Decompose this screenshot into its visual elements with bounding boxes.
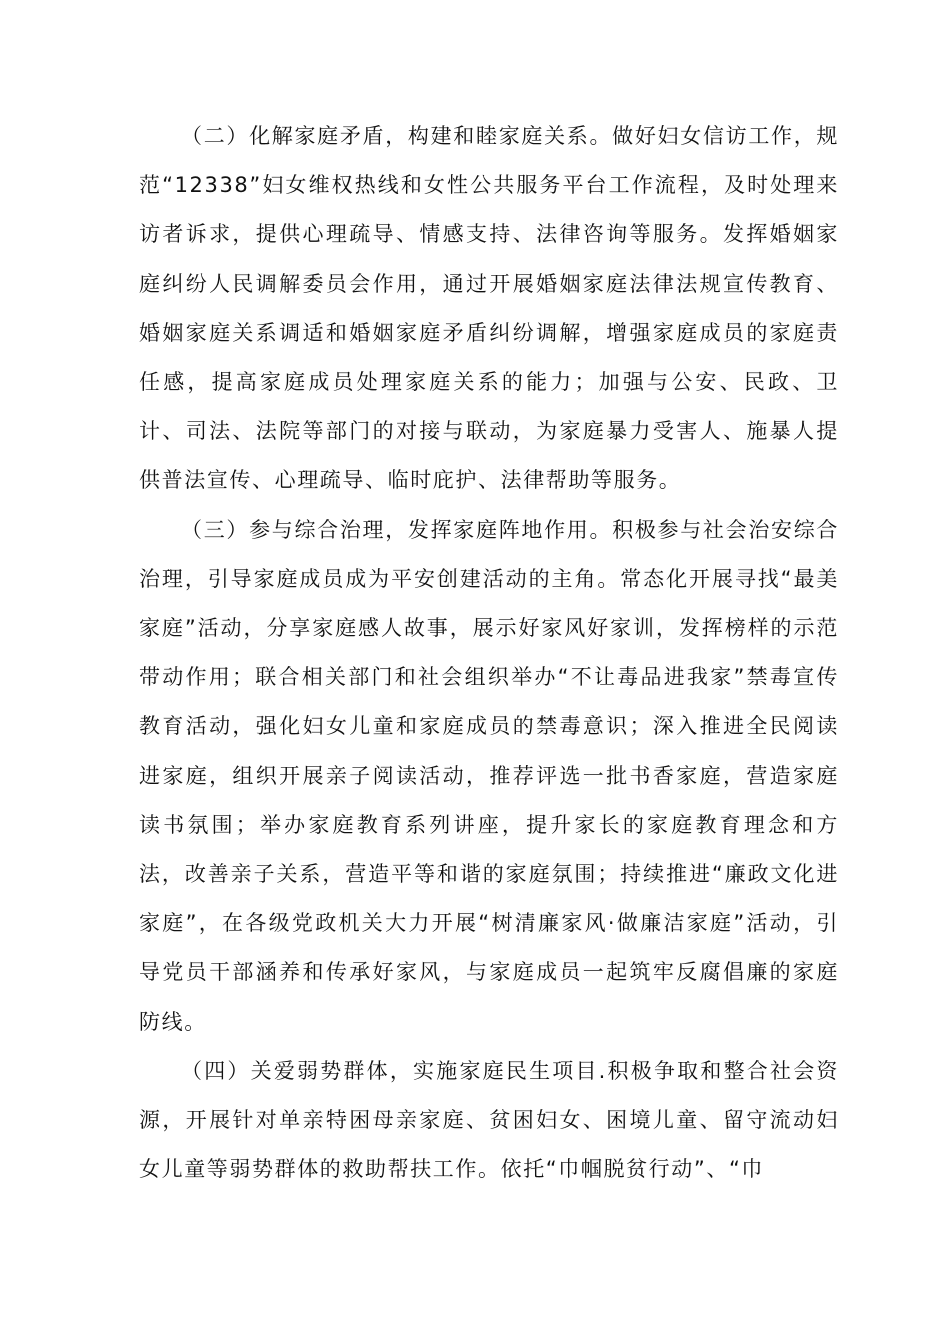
paragraph-comprehensive-governance: （三）参与综合治理，发挥家庭阵地作用。积极参与社会治安综合治理，引导家庭成员成为平安创建活动的主角。常态化开展寻找“最美家庭”活动，分享家庭感人故事，展示好家风好家训，发挥榜样的示范带动作用；联合相关部门和社会组织举办“不让毒品进我家”禁毒宣传教育活动，强化妇女儿童和家庭成员的禁毒意识；深入推进全民阅读进家庭，组织开展亲子阅读活动，推荐评选一批书香家庭，营造家庭读书氛围；举办家庭教育系列讲座，提升家长的家庭教育理念和方法，改善亲子关系，营造平等和谐的家庭氛围；持续推进“廉政文化进家庭”，在各级党政机关大力开展“树清廉家风·做廉洁家庭”活动，引导党员干部涵养和传承好家风，与家庭成员一起筑牢反腐倡廉的家庭防线。	[139, 517, 839, 1034]
paragraph-family-conflict-resolution: （二）化解家庭矛盾，构建和睦家庭关系。做好妇女信访工作，规范“12338”妇女维权热线和女性公共服务平台工作流程，及时处理来访者诉求，提供心理疏导、情感支持、法律咨询等服务。发挥婚姻家庭纠纷人民调解委员会作用，通过开展婚姻家庭法律法规宣传教育、婚姻家庭关系调适和婚姻家庭矛盾纠纷调解，增强家庭成员的家庭责任感，提高家庭成员处理家庭关系的能力；加强与公安、民政、卫计、司法、法院等部门的对接与联动，为家庭暴力受害人、施暴人提供普法宣传、心理疏导、临时庇护、法律帮助等服务。	[139, 124, 839, 493]
document-body	[139, 112, 839, 1194]
paragraph-vulnerable-groups: （四）关爱弱势群体，实施家庭民生项目.积极争取和整合社会资源，开展针对单亲特困母亲家庭、贫困妇女、困境儿童、留守流动妇女儿童等弱势群体的救助帮扶工作。依托“巾帼脱贫行动”、“巾	[139, 1058, 839, 1182]
